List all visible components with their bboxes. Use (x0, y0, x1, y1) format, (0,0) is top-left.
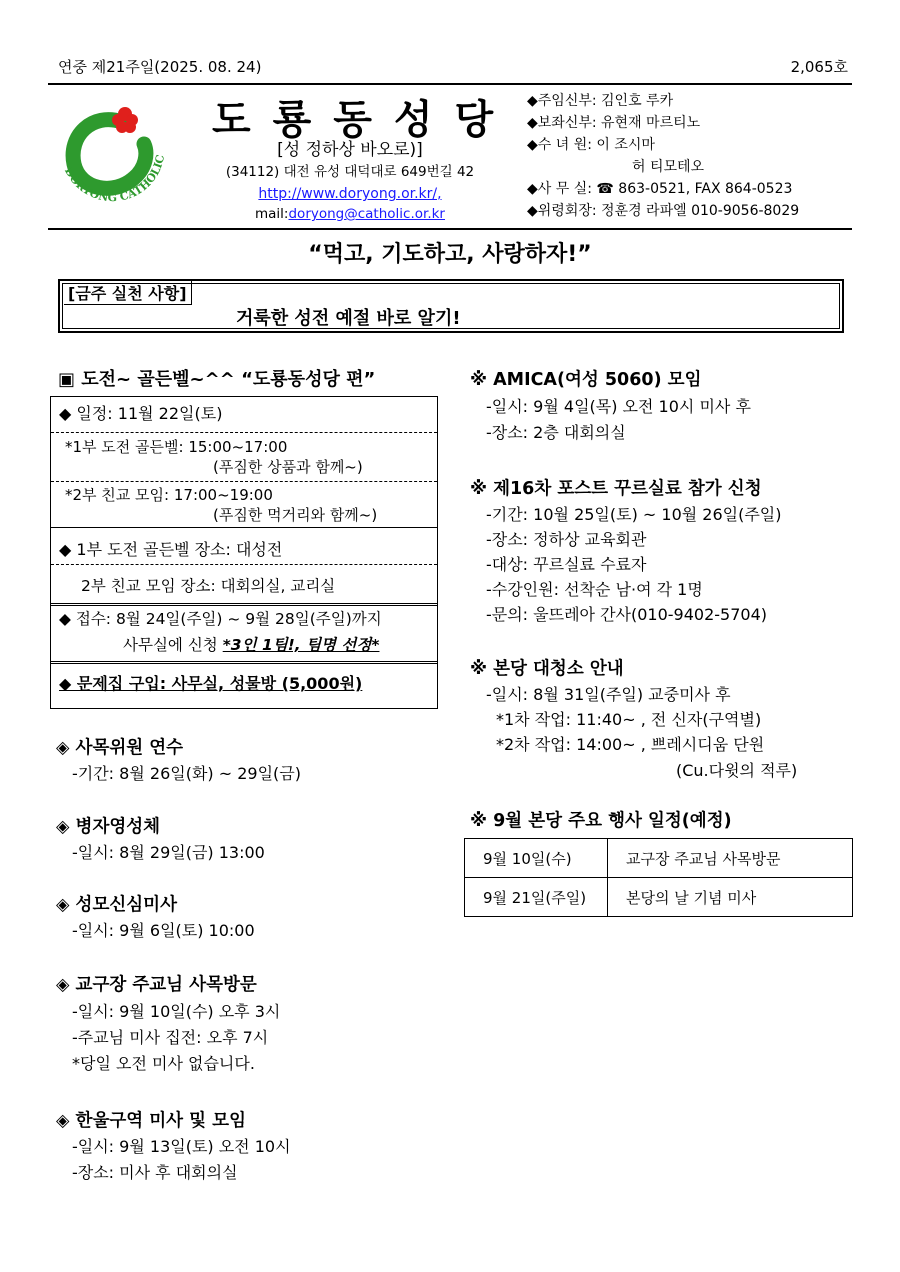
golden-date: ◆ 일정: 11월 22일(토) (59, 404, 223, 423)
section-title-cleaning: ※ 본당 대청소 안내 (470, 659, 624, 679)
sick-datetime: -일시: 8월 29일(금) 13:00 (72, 843, 265, 862)
staff-funeral: ◆위령회장: 정훈경 라파엘 010-9056-8029 (527, 203, 800, 219)
golden-bell-box (50, 396, 438, 709)
cleaning-datetime: -일시: 8월 31일(주일) 교중미사 후 (486, 685, 731, 704)
church-name: 도룡동성당 (212, 97, 516, 143)
golden-place2: 2부 친교 모임 장소: 대회의실, 교리실 (81, 577, 336, 595)
mail-line (195, 202, 505, 226)
schedule-date: 9월 21일(주일) (465, 878, 608, 917)
golden-reception: ◆ 접수: 8월 24일(주일) ~ 9월 28일(주일)까지 (59, 610, 382, 628)
golden-book: ◆ 문제집 구입: 사무실, 성물방 (5,000원) (59, 674, 363, 693)
hanul-place: -장소: 미사 후 대회의실 (72, 1163, 238, 1182)
section-title-cursillo: ※ 제16차 포스트 꾸르실료 참가 신청 (470, 479, 762, 499)
cleaning-group: (Cu.다윗의 적루) (676, 761, 798, 780)
section-title-sick: ◈ 병자영성체 (56, 817, 161, 837)
cursillo-period: -기간: 10월 25일(토) ~ 10월 26일(주일) (486, 505, 782, 524)
schedule-date: 9월 10일(수) (465, 839, 608, 878)
practice-text: 거룩한 성전 예절 바로 알기! (236, 308, 461, 329)
website-link[interactable]: http://www.doryong.or.kr/, (258, 186, 442, 202)
cursillo-contact: -문의: 울뜨레아 간사(010-9402-5704) (486, 605, 767, 624)
practice-tag: [금주 실천 사항] (64, 281, 192, 305)
table-row (465, 839, 853, 878)
schedule-event: 본당의 날 기념 미사 (608, 878, 853, 917)
amica-place: -장소: 2층 대회의실 (486, 423, 626, 442)
table-row (465, 878, 853, 917)
golden-part2: *2부 친교 모임: 17:00~19:00 (65, 486, 273, 504)
golden-part1-note: (푸짐한 상품과 함께~) (213, 458, 363, 476)
section-title-schedule: ※ 9월 본당 주요 행사 일정(예정) (470, 811, 732, 831)
golden-part2-note: (푸짐한 먹거리와 함께~) (213, 506, 378, 524)
schedule-event: 교구장 주교님 사목방문 (608, 839, 853, 878)
golden-part1: *1부 도전 골든벨: 15:00~17:00 (65, 438, 288, 456)
hanul-datetime: -일시: 9월 13일(토) 오전 10시 (72, 1137, 291, 1156)
mail-label: mail: (255, 206, 289, 222)
golden-bell-title: ▣ 도전~ 골든벨~^^ “도룡동성당 편” (58, 369, 376, 390)
bishop-mass: -주교님 미사 집전: 오후 7시 (72, 1028, 269, 1047)
staff-assistant: ◆보좌신부: 유현재 마르티노 (527, 115, 701, 131)
cursillo-capacity: -수강인원: 선착순 남·여 각 1명 (486, 580, 703, 599)
staff-nuns: ◆수 녀 원: 이 조시마 (527, 137, 655, 153)
header-bottom-rule (48, 228, 852, 230)
address: (34112) 대전 유성 대덕대로 649번길 42 (225, 164, 475, 180)
golden-reception-line2 (123, 633, 379, 659)
section-title-amica: ※ AMICA(여성 5060) 모임 (470, 370, 702, 390)
cleaning-second: *2차 작업: 14:00~ , 쁘레시디움 단원 (496, 735, 765, 754)
patron-name: [성 정하상 바오로)] (277, 140, 423, 160)
golden-place1: ◆ 1부 도전 골든벨 장소: 대성전 (59, 540, 283, 559)
cursillo-place: -장소: 정하상 교육회관 (486, 530, 647, 549)
staff-office: ◆사 무 실: ☎ 863-0521, FAX 864-0523 (527, 181, 793, 197)
bishop-note: *당일 오전 미사 없습니다. (72, 1054, 255, 1073)
marian-datetime: -일시: 9월 6일(토) 10:00 (72, 921, 255, 940)
schedule-table (464, 838, 853, 917)
cursillo-target: -대상: 꾸르실료 수료자 (486, 555, 647, 574)
header-top-rule (48, 83, 852, 85)
staff-pastor: ◆주임신부: 김인호 루카 (527, 93, 674, 109)
section-title-hanul: ◈ 한울구역 미사 및 모임 (56, 1111, 246, 1131)
cleaning-first: *1차 작업: 11:40~ , 전 신자(구역별) (496, 710, 762, 729)
church-logo (52, 98, 170, 216)
logo-text: DORYONG CATHOLIC (61, 153, 168, 205)
council-period: -기간: 8월 26일(화) ~ 29일(금) (72, 764, 301, 783)
section-title-marian: ◈ 성모신심미사 (56, 895, 177, 915)
section-title-council: ◈ 사목위원 연수 (56, 738, 184, 758)
golden-reception-prefix: 사무실에 신청 (123, 636, 223, 654)
mail-link[interactable]: doryong@catholic.or.kr (288, 206, 445, 222)
issue-number: 2,065호 (790, 58, 848, 76)
slogan: “먹고, 기도하고, 사랑하자!” (308, 242, 592, 267)
amica-datetime: -일시: 9월 4일(목) 오전 10시 미사 후 (486, 397, 751, 416)
golden-team-note: *3인 1팀!, 팀명 선정* (222, 636, 380, 654)
issue-label: 연중 제21주일(2025. 08. 24) (58, 58, 262, 76)
section-title-bishop: ◈ 교구장 주교님 사목방문 (56, 975, 257, 995)
staff-nuns-2: 허 티모테오 (632, 159, 705, 175)
bishop-datetime: -일시: 9월 10일(수) 오후 3시 (72, 1002, 281, 1021)
